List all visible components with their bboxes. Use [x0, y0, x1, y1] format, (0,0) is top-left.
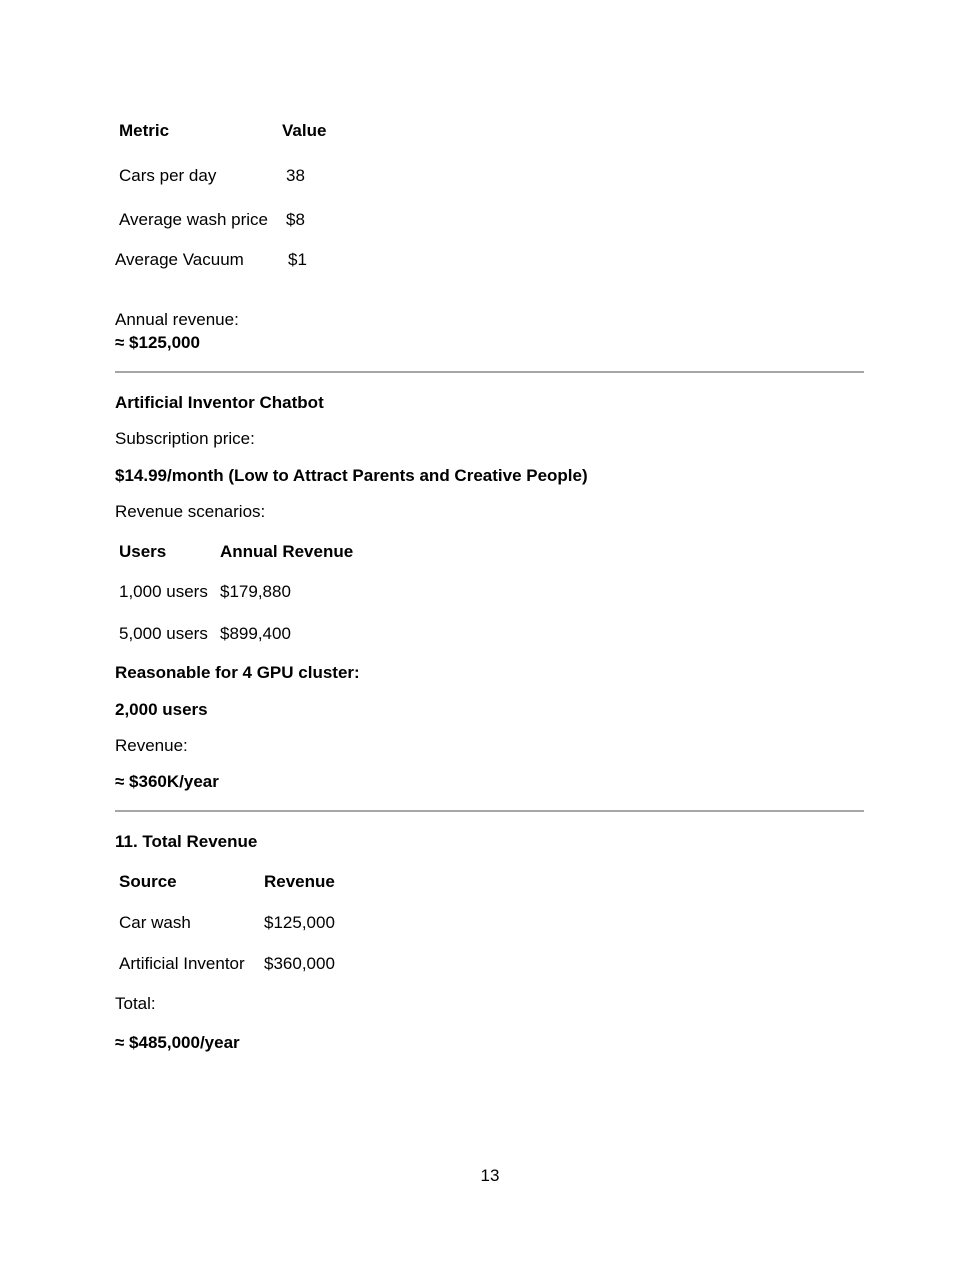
reasonable-gpu-label: Reasonable for 4 GPU cluster:: [115, 663, 360, 682]
table-cell: Average wash price: [119, 210, 268, 229]
table-header-revenue: Revenue: [264, 872, 335, 891]
table-cell: $360,000: [264, 954, 335, 973]
table-header-metric: Metric: [119, 121, 170, 140]
annual-revenue-label: Annual revenue:: [115, 310, 239, 329]
chatbot-revenue-label: Revenue:: [115, 736, 188, 755]
table-cell: $1: [288, 250, 307, 269]
reasonable-users-value: 2,000 users: [115, 700, 208, 719]
chatbot-revenue-value: ≈ $360K/year: [115, 772, 219, 791]
annual-revenue-value: ≈ $125,000: [115, 333, 200, 352]
table-cell: 38: [286, 166, 305, 185]
section-divider: [115, 810, 864, 812]
table-header-annual-revenue: Annual Revenue: [220, 542, 354, 561]
table-cell: $179,880: [220, 582, 291, 601]
total-label: Total:: [115, 994, 156, 1013]
total-value: ≈ $485,000/year: [115, 1033, 240, 1052]
table-cell: $899,400: [220, 624, 291, 643]
chatbot-heading: Artificial Inventor Chatbot: [115, 393, 324, 412]
table-cell: 5,000 users: [119, 624, 208, 643]
section-divider: [115, 371, 864, 373]
table-header-source: Source: [119, 872, 177, 891]
table-header-users: Users: [119, 542, 167, 561]
table-cell: Artificial Inventor: [119, 954, 245, 973]
subscription-price-label: Subscription price:: [115, 429, 255, 448]
revenue-scenarios-label: Revenue scenarios:: [115, 502, 266, 521]
table-cell: Average Vacuum: [115, 250, 244, 269]
page-number: 13: [480, 1166, 500, 1185]
table-cell: 1,000 users: [119, 582, 208, 601]
table-cell: Cars per day: [119, 166, 217, 185]
table-cell: $8: [286, 210, 305, 229]
table-header-value: Value: [282, 121, 327, 140]
table-cell: $125,000: [264, 913, 335, 932]
total-revenue-heading: 11. Total Revenue: [115, 832, 258, 851]
subscription-price-value: $14.99/month (Low to Attract Parents and Creative People): [115, 466, 588, 485]
table-cell: Car wash: [119, 913, 191, 932]
